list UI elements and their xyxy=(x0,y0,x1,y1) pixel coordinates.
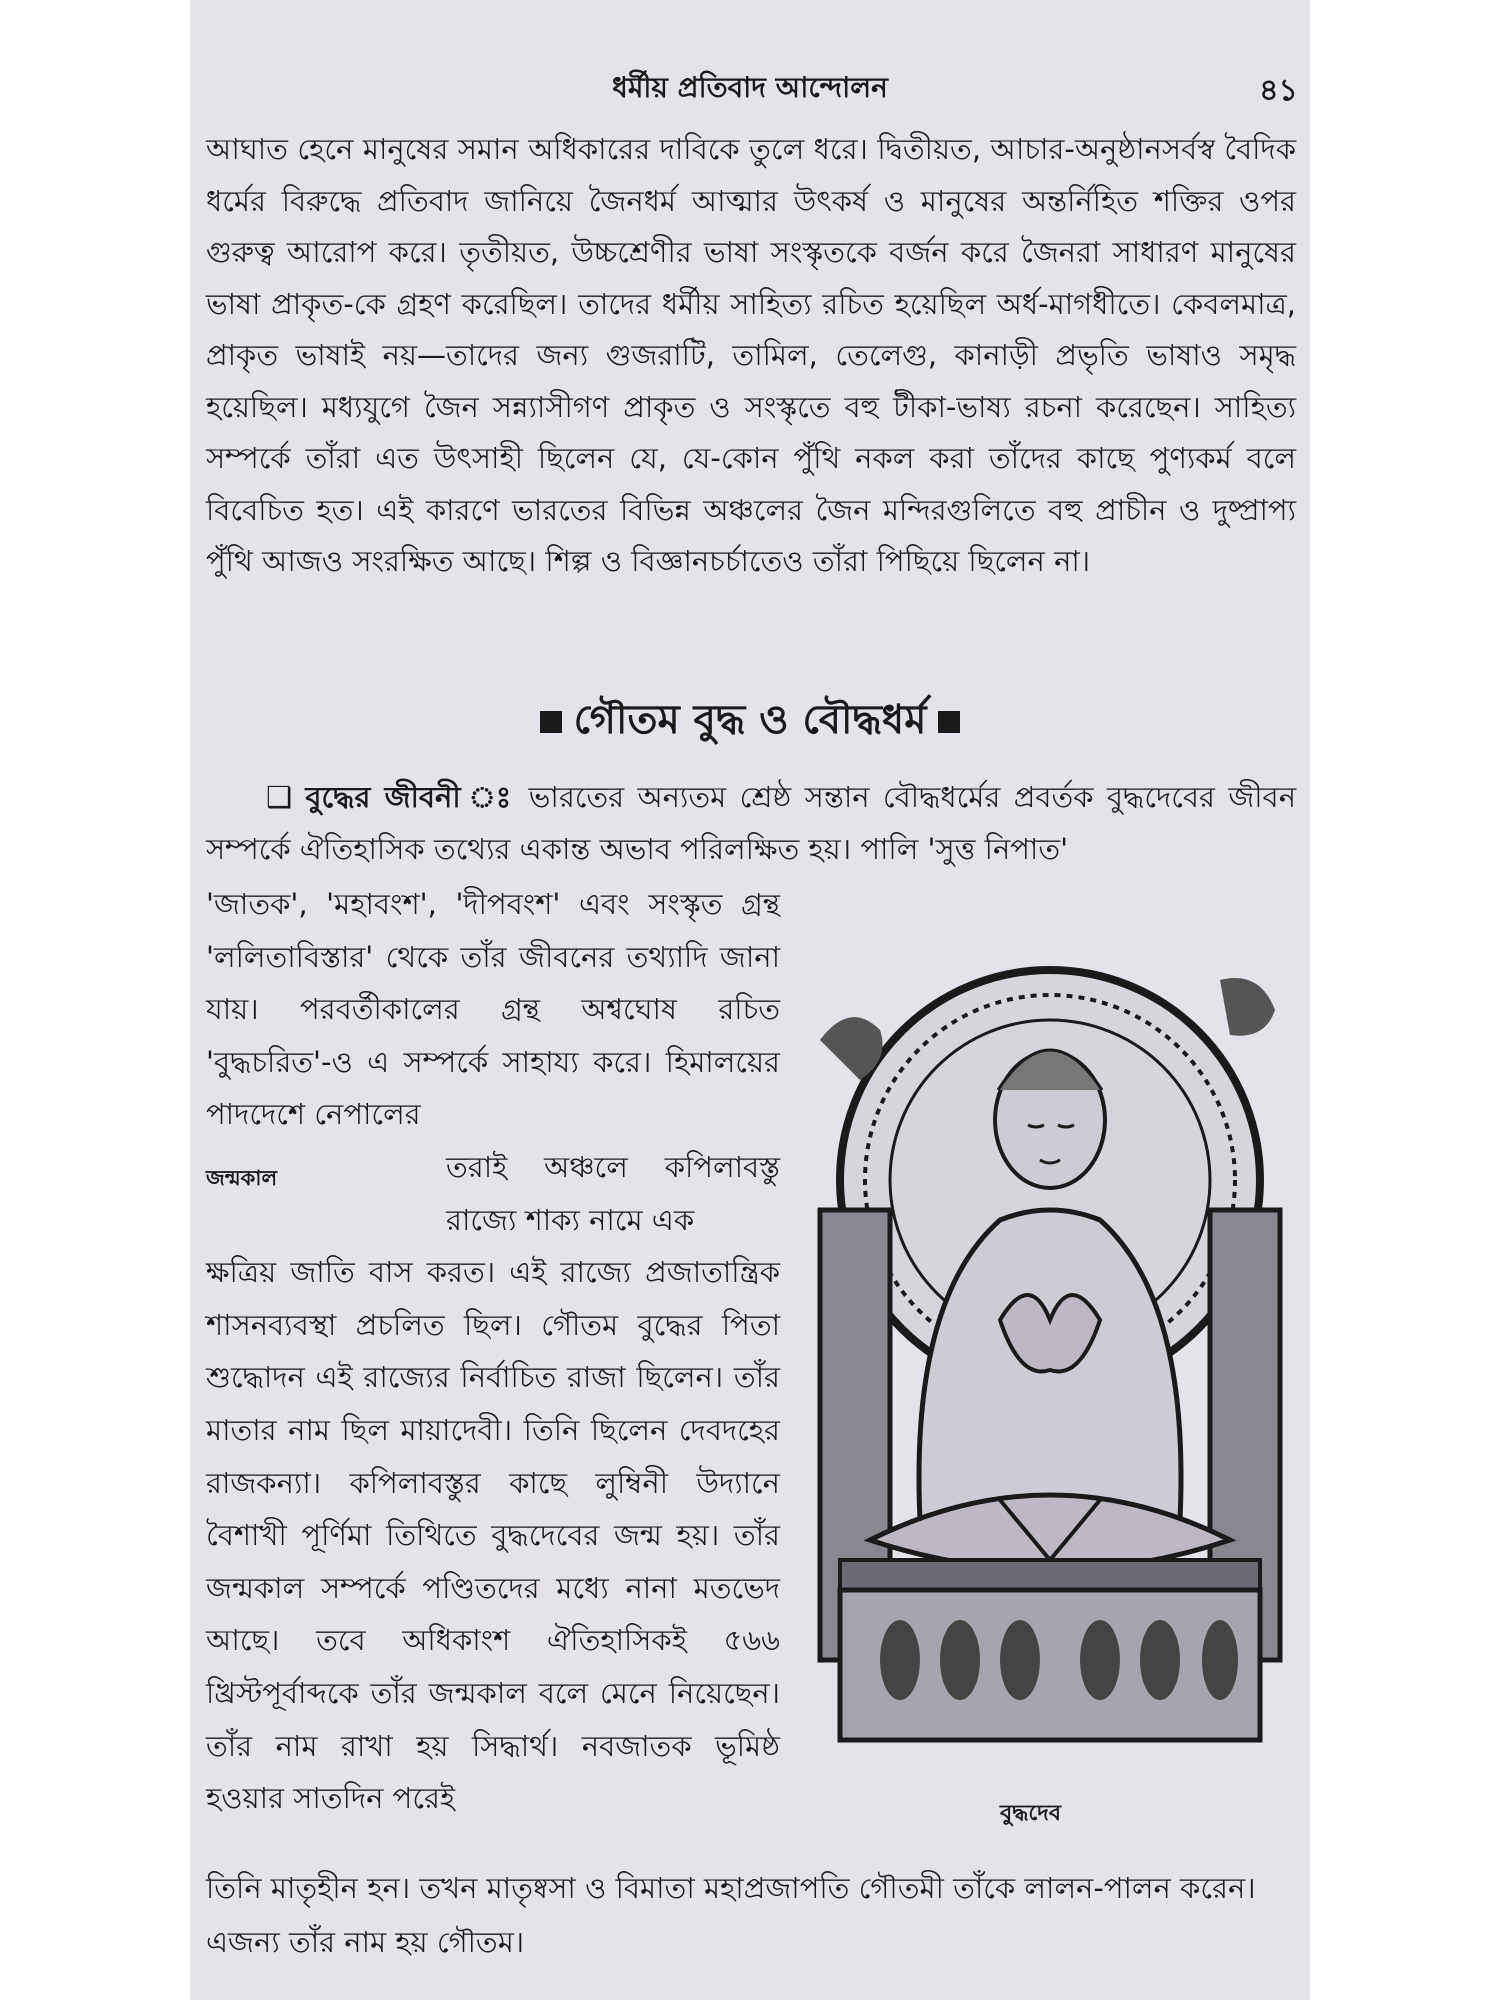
column-text-a: 'জাতক', 'মহাবংশ', 'দীপবংশ' এবং সংস্কৃত গ্রন্থ 'ললিতাবিস্তার' থেকে তাঁর জীবনের তথ্যাদি জানা যায়। পরবর্তীকালের গ্রন্থ অশ্বঘোষ রচিত 'বুদ্ধচরিত'-ও এ সম্পর্কে সাহায্য করে। হিমালয়ের পাদদেশে নেপালের xyxy=(206,887,780,1132)
left-column-text xyxy=(206,878,780,1825)
square-bullet-icon xyxy=(938,711,960,733)
page-number: ৪১ xyxy=(1259,73,1298,108)
column-text-b: তরাই অঞ্চলে কপিলাবস্তু রাজ্যে শাক্য নামে এক xyxy=(446,1149,780,1237)
section-heading xyxy=(190,688,1310,755)
subsection-label: বুদ্ধের জীবনী ঃ xyxy=(305,780,516,814)
buddha-figure-svg xyxy=(800,940,1290,1760)
section-heading-text: গৌতম বুদ্ধ ও বৌদ্ধধর্ম xyxy=(573,697,927,743)
square-bullet-icon xyxy=(540,711,562,733)
running-header xyxy=(190,66,1310,106)
book-page xyxy=(190,0,1310,2000)
closing-text: তিনি মাতৃহীন হন। তখন মাতৃষ্বসা ও বিমাতা মহাপ্রজাপতি গৌতমী তাঁকে লালন-পালন করেন। এজন্য তাঁর নাম হয় গৌতম। xyxy=(206,1871,1256,1959)
subsection-intro-text: ভারতের অন্যতম শ্রেষ্ঠ সন্তান বৌদ্ধধর্মের প্রবর্তক বুদ্ধদেবের জীবন সম্পর্কে ঐতিহাসিক তথ্যের একান্ত অভাব পরিলক্ষিত হয়। পালি 'সুত্ত নিপাত' xyxy=(206,780,1297,866)
buddha-illustration xyxy=(800,940,1290,1760)
column-text-c: ক্ষত্রিয় জাতি বাস করত। এই রাজ্যে প্রজাতান্ত্রিক শাসনব্যবস্থা প্রচলিত ছিল। গৌতম বুদ্ধের পিতা শুদ্ধোদন এই রাজ্যের নির্বাচিত রাজা ছিলেন। তাঁর মাতার নাম ছিল মায়াদেবী। তিনি ছিলেন দেবদহের রাজকন্যা। কপিলাবস্তুর কাছে লুম্বিনী উদ্যানে বৈশাখী পূর্ণিমা তিথিতে বুদ্ধদেবের জন্ম হয়। তাঁর জন্মকাল সম্পর্কে পণ্ডিতদের মধ্যে নানা মতভেদ আছে। তবে অধিকাংশ ঐতিহাসিকই ৫৬৬ খ্রিস্টপূর্বাব্দকে তাঁর জন্মকাল বলে মেনে নিয়েছেন। তাঁর নাম রাখা হয় সিদ্ধার্থ। নবজাতক ভূমিষ্ঠ হওয়ার সাতদিন পরেই xyxy=(206,1255,780,1816)
subsection-intro xyxy=(206,772,1296,875)
paragraph-jainism: আঘাত হেনে মানুষের সমান অধিকারের দাবিকে তুলে ধরে। দ্বিতীয়ত, আচার-অনুষ্ঠানসর্বস্ব বৈদিক ধর্মের বিরুদ্ধে প্রতিবাদ জানিয়ে জৈনধর্ম আত্মার উৎকর্ষ ও মানুষের অন্তর্নিহিত শক্তির ওপর গুরুত্ব আরোপ করে। তৃতীয়ত, উচ্চশ্রেণীর ভাষা সংস্কৃতকে বর্জন করে জৈনরা সাধারণ মানুষের ভাষা প্রাকৃত-কে গ্রহণ করেছিল। তাদের ধর্মীয় সাহিত্য রচিত হয়েছিল অর্ধ-মাগধীতে। কেবলমাত্র, প্রাকৃত ভাষাই নয়—তাদের জন্য গুজরাটি, তামিল, তেলেগু, কানাড়ী প্রভৃতি ভাষাও সমৃদ্ধ হয়েছিল। মধ্যযুগে জৈন সন্ন্যাসীগণ প্রাকৃত ও সংস্কৃতে বহু টীকা-ভাষ্য রচনা করেছেন। সাহিত্য সম্পর্কে তাঁরা এত উৎসাহী ছিলেন যে, যে-কোন পুঁথি নকল করা তাঁদের কাছে পুণ্যকর্ম বলে বিবেচিত হত। এই কারণে ভারতের বিভিন্ন অঞ্চলের জৈন মন্দিরগুলিতে বহু প্রাচীন ও দুষ্প্রাপ্য পুঁথি আজও সংরক্ষিত আছে। শিল্প ও বিজ্ঞানচর্চাতেও তাঁরা পিছিয়ে ছিলেন না। xyxy=(206,132,1296,578)
figure-caption: বুদ্ধদেব xyxy=(1000,1801,1062,1826)
margin-note: জন্মকাল xyxy=(206,1166,278,1190)
checkbox-icon: ❑ xyxy=(266,780,292,814)
chapter-title: ধর্মীয় প্রতিবাদ আন্দোলন xyxy=(612,71,888,104)
